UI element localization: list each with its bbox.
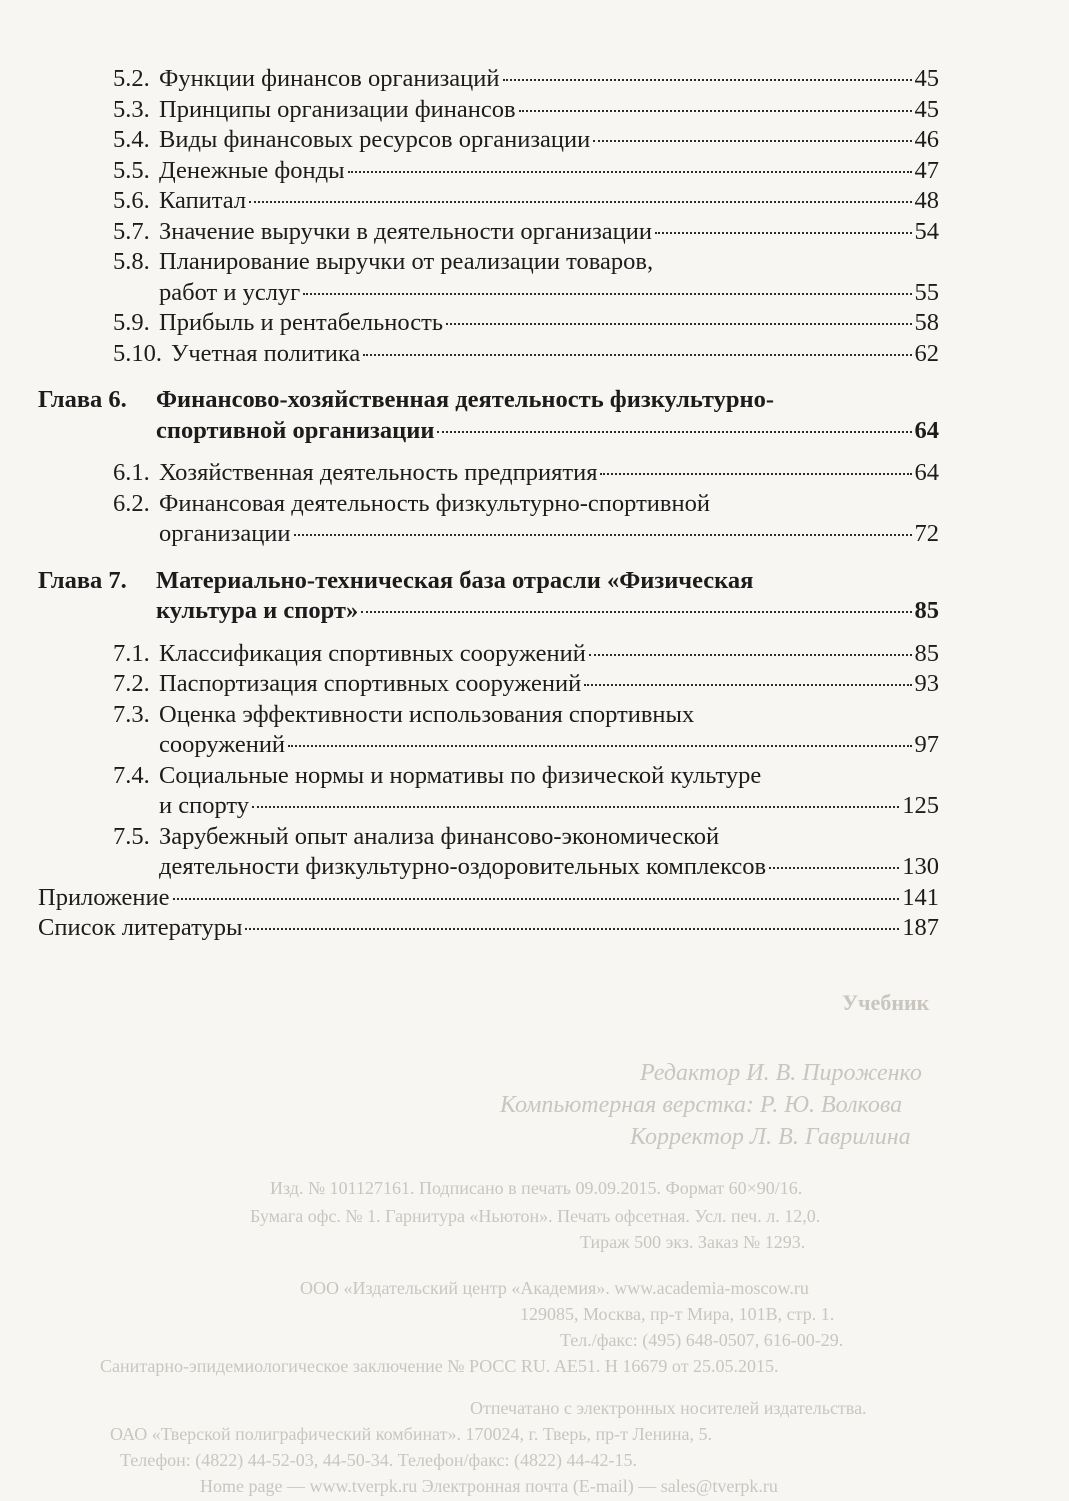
toc-entry-title: деятельности физкультурно-оздоровительных комплексов: [159, 853, 767, 880]
toc-entry: [113, 639, 939, 670]
toc-entry: [113, 95, 939, 126]
toc-page-number: 47: [914, 156, 939, 184]
toc-entry-title: Финансовая деятельность физкультурно-спортивной: [159, 489, 710, 517]
toc-entry-number: 5.3.: [113, 95, 150, 123]
toc-entry-line: [113, 822, 939, 853]
toc-entry-title: работ и услуг: [159, 278, 301, 306]
toc-entry-number: Глава 7.: [38, 566, 127, 594]
toc-entry-number: 6.2.: [113, 489, 150, 517]
toc-entry-title: Паспортизация спортивных сооружений: [159, 670, 582, 697]
bleed-through-text: Тел./факс: (495) 648-0507, 616-00-29.: [560, 1330, 844, 1350]
toc-page-number: 55: [914, 278, 939, 306]
toc-entry-line: [113, 64, 939, 95]
bleed-through-text: ООО «Издательский центр «Академия». www.academia-moscow.ru: [300, 1278, 809, 1298]
dot-leader: [519, 110, 912, 112]
toc-entry-title: Виды финансовых ресурсов организации: [159, 126, 591, 153]
toc-entry: [113, 700, 939, 761]
toc-page-number: 93: [914, 670, 939, 697]
dot-leader: [655, 232, 912, 234]
dot-leader: [589, 654, 912, 656]
toc-entry-line: [38, 883, 939, 914]
toc-entry-number: 7.4.: [113, 761, 150, 789]
toc-entry: [113, 822, 939, 883]
bleed-through-text: Бумага офс. № 1. Гарнитура «Ньютон». Печать офсетная. Усл. печ. л. 12,0.: [250, 1206, 821, 1226]
toc-entry-title: Капитал: [159, 187, 247, 214]
dot-leader: [593, 140, 911, 142]
toc-entry: [113, 339, 939, 370]
dot-leader: [503, 79, 912, 81]
toc-entry-number: 5.2.: [113, 65, 150, 92]
toc-entry-title: Социальные нормы и нормативы по физической культуре: [159, 761, 762, 789]
toc-entry: [113, 308, 939, 339]
toc-page-number: 72: [914, 520, 939, 547]
toc-page-number: 97: [914, 731, 939, 758]
toc-entry-title: Материально-техническая база отрасли «Физическая: [156, 566, 754, 594]
toc-page-number: 125: [902, 792, 939, 819]
toc-entry-line: [113, 700, 939, 731]
toc-entry-title: Приложение: [38, 883, 170, 911]
toc-entry-line: [38, 913, 939, 944]
toc-entry-line: [113, 761, 939, 792]
toc-entry-title: Классификация спортивных сооружений: [159, 639, 586, 667]
toc-entry-title: Оценка эффективности использования спортивных: [159, 700, 695, 728]
toc-entry-line: [113, 125, 939, 156]
toc-page-number: 45: [914, 65, 939, 92]
toc-page-number: 187: [902, 914, 939, 941]
toc-entry-title: Зарубежный опыт анализа финансово-экономической: [159, 822, 720, 850]
toc-entry-number: 5.5.: [113, 156, 150, 184]
toc-entry-number: Глава 6.: [38, 386, 127, 413]
bleed-through-text: Тираж 500 экз. Заказ № 1293.: [580, 1232, 806, 1252]
toc-entry-title: Планирование выручки от реализации товаров,: [159, 248, 654, 275]
toc-page-number: 62: [914, 339, 939, 367]
toc-entry: [113, 125, 939, 156]
toc-entry: [38, 883, 939, 914]
toc-page-number: 85: [914, 597, 939, 624]
toc-entry-line: [113, 639, 939, 670]
toc-entry-line: [113, 308, 939, 339]
toc-entry-line: [38, 416, 939, 447]
toc-entry: [113, 761, 939, 822]
table-of-contents: [0, 64, 1069, 944]
toc-entry-number: 5.6.: [113, 187, 150, 214]
toc-chapter-entry: [38, 566, 939, 627]
toc-entry: [113, 458, 939, 489]
toc-entry-number: 7.1.: [113, 639, 150, 667]
toc-entry-line: [113, 339, 939, 370]
toc-entry-line: [113, 489, 939, 520]
toc-entry-line: [38, 596, 939, 627]
dot-leader: [249, 201, 911, 203]
toc-entry-number: 5.7.: [113, 217, 150, 245]
toc-entry-number: 5.10.: [113, 339, 162, 367]
bleed-through-text: Отпечатано с электронных носителей издательства.: [470, 1398, 867, 1418]
toc-page-number: 85: [914, 639, 939, 667]
toc-entry-line: [38, 566, 939, 597]
dot-leader: [294, 534, 912, 536]
toc-entry-line: [113, 156, 939, 187]
toc-entry-title: организации: [159, 520, 291, 547]
dot-leader: [446, 323, 912, 325]
toc-entry-line: [38, 385, 939, 416]
toc-entry-title: Учетная политика: [171, 339, 361, 367]
bleed-through-text: ОАО «Тверской полиграфический комбинат». 170024, г. Тверь, пр-т Ленина, 5.: [110, 1424, 712, 1444]
dot-leader: [769, 867, 899, 869]
bleed-through-text: Изд. № 101127161. Подписано в печать 09.09.2015. Формат 60×90/16.: [270, 1178, 803, 1198]
toc-entry-number: 5.9.: [113, 309, 150, 336]
dot-leader: [600, 473, 911, 475]
toc-entry-line: [113, 247, 939, 278]
toc-entry-line: [113, 186, 939, 217]
toc-entry: [38, 913, 939, 944]
toc-entry-title: культура и спорт»: [156, 597, 359, 624]
dot-leader: [173, 898, 900, 900]
dot-leader: [303, 293, 911, 295]
toc-entry-number: 6.1.: [113, 459, 150, 486]
dot-leader: [245, 928, 899, 930]
toc-entry-number: 5.4.: [113, 126, 150, 153]
toc-entry-title: и спорту: [159, 792, 250, 819]
toc-page-number: 48: [914, 187, 939, 214]
dot-leader: [584, 684, 911, 686]
dot-leader: [363, 354, 911, 356]
toc-entry-title: сооружений: [159, 731, 286, 758]
dot-leader: [252, 806, 899, 808]
toc-entry-line: [113, 95, 939, 126]
toc-page-number: 64: [914, 416, 939, 444]
bleed-through-text: Компьютерная верстка: Р. Ю. Волкова: [500, 1092, 903, 1118]
toc-entry-line: [113, 852, 939, 883]
toc-entry: [113, 217, 939, 248]
toc-entry-title: Список литературы: [38, 914, 243, 941]
toc-page-number: 130: [902, 853, 939, 880]
bleed-through-text: Корректор Л. В. Гаврилина: [630, 1124, 911, 1150]
bleed-through-text: Телефон: (4822) 44-52-03, 44-50-34. Телефон/факс: (4822) 44-42-15.: [120, 1450, 637, 1470]
toc-entry-line: [113, 278, 939, 309]
bleed-through-text: Home page — www.tverpk.ru Электронная почта (E-mail) — sales@tverpk.ru: [200, 1476, 778, 1496]
bleed-through-text: Учебник: [842, 990, 930, 1015]
toc-entry: [113, 64, 939, 95]
dot-leader: [437, 431, 911, 433]
toc-entry-title: Прибыль и рентабельность: [159, 309, 443, 336]
toc-page-number: 64: [914, 459, 939, 486]
toc-entry-line: [113, 791, 939, 822]
toc-entry-title: Денежные фонды: [159, 156, 345, 184]
toc-entry-number: 7.2.: [113, 670, 150, 697]
dot-leader: [348, 171, 912, 173]
toc-entry-title: Финансово-хозяйственная деятельность физкультурно-: [156, 386, 774, 413]
toc-entry: [113, 489, 939, 550]
toc-entry-title: спортивной организации: [156, 416, 435, 444]
toc-entry: [113, 186, 939, 217]
toc-entry-title: Значение выручки в деятельности организации: [159, 217, 652, 245]
toc-page-number: 45: [914, 95, 939, 123]
toc-entry-line: [113, 458, 939, 489]
toc-entry-number: 7.3.: [113, 700, 150, 728]
toc-entry-line: [113, 730, 939, 761]
toc-page-number: 54: [914, 217, 939, 245]
toc-entry-number: 7.5.: [113, 822, 150, 850]
bleed-through-text: Санитарно-эпидемиологическое заключение № РОСС RU. AE51. Н 16679 от 25.05.2015.: [100, 1356, 779, 1376]
bleed-through-text: 129085, Москва, пр-т Мира, 101В, стр. 1.: [520, 1304, 835, 1324]
toc-entry-line: [113, 217, 939, 248]
toc-entry: [113, 156, 939, 187]
toc-entry-title: Принципы организации финансов: [159, 95, 516, 123]
toc-entry-title: Функции финансов организаций: [159, 65, 500, 92]
toc-entry: [113, 247, 939, 308]
bleed-through-text: Редактор И. В. Пироженко: [640, 1060, 922, 1086]
toc-page-number: 58: [914, 309, 939, 336]
toc-entry-line: [113, 669, 939, 700]
toc-entry: [113, 669, 939, 700]
toc-page-number: 141: [902, 883, 939, 911]
toc-entry-number: 5.8.: [113, 248, 150, 275]
dot-leader: [361, 611, 911, 613]
toc-page-number: 46: [914, 126, 939, 153]
toc-chapter-entry: [38, 385, 939, 446]
dot-leader: [288, 745, 911, 747]
toc-entry-title: Хозяйственная деятельность предприятия: [159, 459, 598, 486]
toc-entry-line: [113, 519, 939, 550]
